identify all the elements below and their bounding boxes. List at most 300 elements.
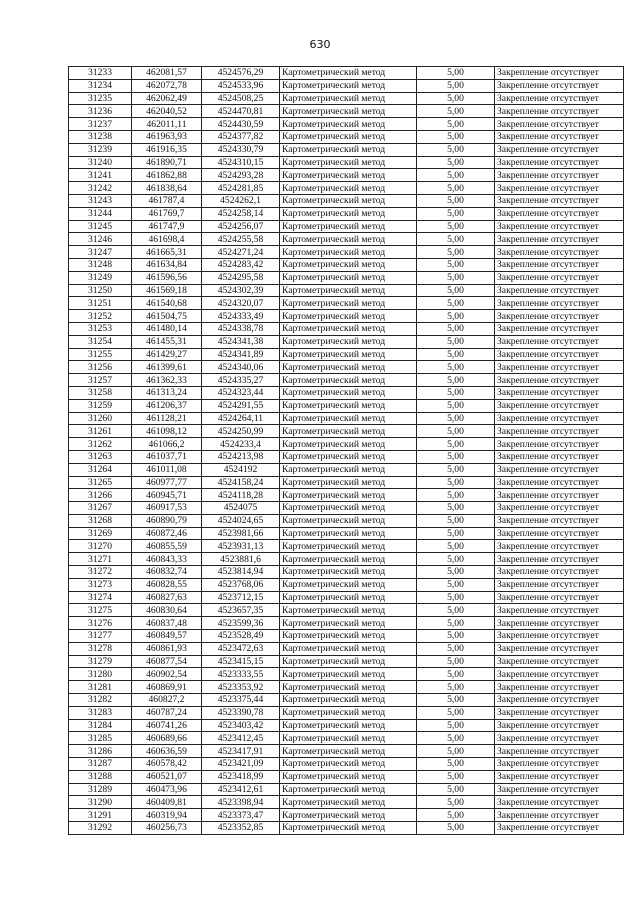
fixation-cell: Закрепление отсутствует [495, 809, 624, 822]
x-coordinate-cell: 460861,93 [132, 642, 202, 655]
x-coordinate-cell: 460869,91 [132, 681, 202, 694]
x-coordinate-cell: 460977,77 [132, 476, 202, 489]
y-coordinate-cell: 4524256,07 [202, 220, 280, 233]
y-coordinate-cell: 4524291,55 [202, 399, 280, 412]
fixation-cell: Закрепление отсутствует [495, 233, 624, 246]
table-row [69, 348, 624, 361]
table-row [69, 668, 624, 681]
error-cell: 5,00 [417, 156, 495, 169]
fixation-cell: Закрепление отсутствует [495, 694, 624, 707]
table-row [69, 655, 624, 668]
method-cell: Картометрический метод [280, 758, 417, 771]
table-row [69, 732, 624, 745]
fixation-cell: Закрепление отсутствует [495, 719, 624, 732]
point-number-cell: 31235 [69, 92, 132, 105]
method-cell: Картометрический метод [280, 310, 417, 323]
fixation-cell: Закрепление отсутствует [495, 284, 624, 297]
y-coordinate-cell: 4524293,28 [202, 169, 280, 182]
table-row [69, 67, 624, 80]
fixation-cell: Закрепление отсутствует [495, 92, 624, 105]
error-cell: 5,00 [417, 770, 495, 783]
x-coordinate-cell: 460843,33 [132, 553, 202, 566]
x-coordinate-cell: 460787,24 [132, 706, 202, 719]
method-cell: Картометрический метод [280, 67, 417, 80]
fixation-cell: Закрепление отсутствует [495, 399, 624, 412]
method-cell: Картометрический метод [280, 271, 417, 284]
point-number-cell: 31283 [69, 706, 132, 719]
error-cell: 5,00 [417, 566, 495, 579]
error-cell: 5,00 [417, 182, 495, 195]
y-coordinate-cell: 4524255,58 [202, 233, 280, 246]
table-row [69, 591, 624, 604]
y-coordinate-cell: 4524320,07 [202, 297, 280, 310]
x-coordinate-cell: 460877,54 [132, 655, 202, 668]
y-coordinate-cell: 4524333,49 [202, 310, 280, 323]
y-coordinate-cell: 4524213,98 [202, 450, 280, 463]
y-coordinate-cell: 4523712,15 [202, 591, 280, 604]
error-cell: 5,00 [417, 553, 495, 566]
fixation-cell: Закрепление отсутствует [495, 450, 624, 463]
point-number-cell: 31240 [69, 156, 132, 169]
method-cell: Картометрический метод [280, 130, 417, 143]
y-coordinate-cell: 4524250,99 [202, 425, 280, 438]
y-coordinate-cell: 4524283,42 [202, 258, 280, 271]
point-number-cell: 31238 [69, 130, 132, 143]
error-cell: 5,00 [417, 169, 495, 182]
point-number-cell: 31259 [69, 399, 132, 412]
fixation-cell: Закрепление отсутствует [495, 425, 624, 438]
x-coordinate-cell: 460473,96 [132, 783, 202, 796]
method-cell: Картометрический метод [280, 553, 417, 566]
point-number-cell: 31265 [69, 476, 132, 489]
y-coordinate-cell: 4523768,06 [202, 578, 280, 591]
x-coordinate-cell: 460741,26 [132, 719, 202, 732]
table-row [69, 783, 624, 796]
table-row [69, 182, 624, 195]
fixation-cell: Закрепление отсутствует [495, 502, 624, 515]
error-cell: 5,00 [417, 809, 495, 822]
fixation-cell: Закрепление отсутствует [495, 105, 624, 118]
error-cell: 5,00 [417, 348, 495, 361]
error-cell: 5,00 [417, 92, 495, 105]
error-cell: 5,00 [417, 591, 495, 604]
table-row [69, 642, 624, 655]
coordinates-table-body [69, 67, 624, 835]
point-number-cell: 31287 [69, 758, 132, 771]
y-coordinate-cell: 4523421,09 [202, 758, 280, 771]
fixation-cell: Закрепление отсутствует [495, 130, 624, 143]
error-cell: 5,00 [417, 476, 495, 489]
error-cell: 5,00 [417, 67, 495, 80]
y-coordinate-cell: 4523528,49 [202, 630, 280, 643]
method-cell: Картометрический метод [280, 706, 417, 719]
fixation-cell: Закрепление отсутствует [495, 578, 624, 591]
error-cell: 5,00 [417, 732, 495, 745]
error-cell: 5,00 [417, 233, 495, 246]
error-cell: 5,00 [417, 822, 495, 835]
y-coordinate-cell: 4523403,42 [202, 719, 280, 732]
method-cell: Картометрический метод [280, 770, 417, 783]
y-coordinate-cell: 4524118,28 [202, 489, 280, 502]
y-coordinate-cell: 4523412,45 [202, 732, 280, 745]
method-cell: Картометрический метод [280, 527, 417, 540]
point-number-cell: 31268 [69, 514, 132, 527]
error-cell: 5,00 [417, 450, 495, 463]
point-number-cell: 31273 [69, 578, 132, 591]
y-coordinate-cell: 4523412,61 [202, 783, 280, 796]
x-coordinate-cell: 460855,59 [132, 540, 202, 553]
method-cell: Картометрический метод [280, 617, 417, 630]
x-coordinate-cell: 461665,31 [132, 246, 202, 259]
point-number-cell: 31270 [69, 540, 132, 553]
method-cell: Картометрический метод [280, 156, 417, 169]
method-cell: Картометрический метод [280, 719, 417, 732]
x-coordinate-cell: 462011,11 [132, 118, 202, 131]
table-row [69, 527, 624, 540]
method-cell: Картометрический метод [280, 681, 417, 694]
fixation-cell: Закрепление отсутствует [495, 681, 624, 694]
x-coordinate-cell: 460945,71 [132, 489, 202, 502]
table-row [69, 463, 624, 476]
table-row [69, 207, 624, 220]
point-number-cell: 31247 [69, 246, 132, 259]
point-number-cell: 31254 [69, 335, 132, 348]
point-number-cell: 31290 [69, 796, 132, 809]
fixation-cell: Закрепление отсутствует [495, 617, 624, 630]
table-row [69, 450, 624, 463]
method-cell: Картометрический метод [280, 182, 417, 195]
y-coordinate-cell: 4524075 [202, 502, 280, 515]
x-coordinate-cell: 461890,71 [132, 156, 202, 169]
point-number-cell: 31237 [69, 118, 132, 131]
point-number-cell: 31241 [69, 169, 132, 182]
fixation-cell: Закрепление отсутствует [495, 246, 624, 259]
error-cell: 5,00 [417, 527, 495, 540]
error-cell: 5,00 [417, 630, 495, 643]
table-row [69, 770, 624, 783]
y-coordinate-cell: 4524533,96 [202, 79, 280, 92]
x-coordinate-cell: 461698,4 [132, 233, 202, 246]
method-cell: Картометрический метод [280, 335, 417, 348]
method-cell: Картометрический метод [280, 783, 417, 796]
table-row [69, 540, 624, 553]
error-cell: 5,00 [417, 463, 495, 476]
method-cell: Картометрический метод [280, 233, 417, 246]
y-coordinate-cell: 4524302,39 [202, 284, 280, 297]
table-row [69, 220, 624, 233]
table-row [69, 118, 624, 131]
method-cell: Картометрический метод [280, 450, 417, 463]
table-row [69, 79, 624, 92]
method-cell: Картометрический метод [280, 591, 417, 604]
error-cell: 5,00 [417, 105, 495, 118]
fixation-cell: Закрепление отсутствует [495, 79, 624, 92]
table-row [69, 489, 624, 502]
fixation-cell: Закрепление отсутствует [495, 630, 624, 643]
method-cell: Картометрический метод [280, 502, 417, 515]
x-coordinate-cell: 460828,55 [132, 578, 202, 591]
fixation-cell: Закрепление отсутствует [495, 591, 624, 604]
y-coordinate-cell: 4524258,14 [202, 207, 280, 220]
fixation-cell: Закрепление отсутствует [495, 566, 624, 579]
method-cell: Картометрический метод [280, 322, 417, 335]
y-coordinate-cell: 4523881,6 [202, 553, 280, 566]
method-cell: Картометрический метод [280, 105, 417, 118]
table-row [69, 258, 624, 271]
x-coordinate-cell: 461399,61 [132, 361, 202, 374]
x-coordinate-cell: 461569,18 [132, 284, 202, 297]
y-coordinate-cell: 4524310,15 [202, 156, 280, 169]
fixation-cell: Закрепление отсутствует [495, 783, 624, 796]
method-cell: Картометрический метод [280, 668, 417, 681]
method-cell: Картометрический метод [280, 169, 417, 182]
table-row [69, 310, 624, 323]
method-cell: Картометрический метод [280, 578, 417, 591]
method-cell: Картометрический метод [280, 361, 417, 374]
x-coordinate-cell: 461787,4 [132, 194, 202, 207]
y-coordinate-cell: 4524192 [202, 463, 280, 476]
x-coordinate-cell: 461747,9 [132, 220, 202, 233]
point-number-cell: 31277 [69, 630, 132, 643]
point-number-cell: 31266 [69, 489, 132, 502]
x-coordinate-cell: 461429,27 [132, 348, 202, 361]
y-coordinate-cell: 4524295,58 [202, 271, 280, 284]
x-coordinate-cell: 461634,84 [132, 258, 202, 271]
point-number-cell: 31281 [69, 681, 132, 694]
x-coordinate-cell: 462062,49 [132, 92, 202, 105]
point-number-cell: 31263 [69, 450, 132, 463]
error-cell: 5,00 [417, 655, 495, 668]
table-row [69, 156, 624, 169]
table-row [69, 630, 624, 643]
point-number-cell: 31285 [69, 732, 132, 745]
x-coordinate-cell: 461011,08 [132, 463, 202, 476]
y-coordinate-cell: 4524158,24 [202, 476, 280, 489]
y-coordinate-cell: 4524377,82 [202, 130, 280, 143]
y-coordinate-cell: 4523657,35 [202, 604, 280, 617]
fixation-cell: Закрепление отсутствует [495, 67, 624, 80]
fixation-cell: Закрепление отсутствует [495, 143, 624, 156]
table-row [69, 514, 624, 527]
table-row [69, 719, 624, 732]
y-coordinate-cell: 4523352,85 [202, 822, 280, 835]
point-number-cell: 31272 [69, 566, 132, 579]
y-coordinate-cell: 4523398,94 [202, 796, 280, 809]
point-number-cell: 31275 [69, 604, 132, 617]
error-cell: 5,00 [417, 489, 495, 502]
error-cell: 5,00 [417, 118, 495, 131]
y-coordinate-cell: 4524508,25 [202, 92, 280, 105]
error-cell: 5,00 [417, 758, 495, 771]
error-cell: 5,00 [417, 399, 495, 412]
method-cell: Картометрический метод [280, 118, 417, 131]
point-number-cell: 31251 [69, 297, 132, 310]
method-cell: Картометрический метод [280, 489, 417, 502]
x-coordinate-cell: 461540,68 [132, 297, 202, 310]
error-cell: 5,00 [417, 681, 495, 694]
table-row [69, 297, 624, 310]
y-coordinate-cell: 4524262,1 [202, 194, 280, 207]
fixation-cell: Закрепление отсутствует [495, 540, 624, 553]
fixation-cell: Закрепление отсутствует [495, 271, 624, 284]
fixation-cell: Закрепление отсутствует [495, 258, 624, 271]
table-row [69, 322, 624, 335]
table-row [69, 604, 624, 617]
y-coordinate-cell: 4523373,47 [202, 809, 280, 822]
point-number-cell: 31260 [69, 412, 132, 425]
error-cell: 5,00 [417, 374, 495, 387]
y-coordinate-cell: 4523375,44 [202, 694, 280, 707]
point-number-cell: 31256 [69, 361, 132, 374]
error-cell: 5,00 [417, 194, 495, 207]
error-cell: 5,00 [417, 578, 495, 591]
fixation-cell: Закрепление отсутствует [495, 297, 624, 310]
x-coordinate-cell: 461504,75 [132, 310, 202, 323]
x-coordinate-cell: 460902,54 [132, 668, 202, 681]
table-row [69, 553, 624, 566]
fixation-cell: Закрепление отсутствует [495, 348, 624, 361]
point-number-cell: 31271 [69, 553, 132, 566]
error-cell: 5,00 [417, 425, 495, 438]
x-coordinate-cell: 460827,63 [132, 591, 202, 604]
error-cell: 5,00 [417, 502, 495, 515]
method-cell: Картометрический метод [280, 694, 417, 707]
method-cell: Картометрический метод [280, 642, 417, 655]
x-coordinate-cell: 460319,94 [132, 809, 202, 822]
coordinates-table [68, 66, 624, 835]
point-number-cell: 31243 [69, 194, 132, 207]
table-row [69, 694, 624, 707]
y-coordinate-cell: 4524323,44 [202, 386, 280, 399]
x-coordinate-cell: 461037,71 [132, 450, 202, 463]
fixation-cell: Закрепление отсутствует [495, 412, 624, 425]
error-cell: 5,00 [417, 130, 495, 143]
table-row [69, 681, 624, 694]
method-cell: Картометрический метод [280, 438, 417, 451]
table-row [69, 617, 624, 630]
point-number-cell: 31248 [69, 258, 132, 271]
x-coordinate-cell: 461769,7 [132, 207, 202, 220]
fixation-cell: Закрепление отсутствует [495, 182, 624, 195]
method-cell: Картометрический метод [280, 604, 417, 617]
point-number-cell: 31284 [69, 719, 132, 732]
table-row [69, 143, 624, 156]
fixation-cell: Закрепление отсутствует [495, 822, 624, 835]
error-cell: 5,00 [417, 143, 495, 156]
point-number-cell: 31286 [69, 745, 132, 758]
table-row [69, 476, 624, 489]
table-row [69, 502, 624, 515]
table-row [69, 438, 624, 451]
point-number-cell: 31282 [69, 694, 132, 707]
table-row [69, 361, 624, 374]
x-coordinate-cell: 460636,59 [132, 745, 202, 758]
error-cell: 5,00 [417, 310, 495, 323]
method-cell: Картометрический метод [280, 732, 417, 745]
table-row [69, 130, 624, 143]
fixation-cell: Закрепление отсутствует [495, 796, 624, 809]
page-number: 630 [309, 38, 331, 51]
y-coordinate-cell: 4524233,4 [202, 438, 280, 451]
method-cell: Картометрический метод [280, 220, 417, 233]
point-number-cell: 31279 [69, 655, 132, 668]
x-coordinate-cell: 461128,21 [132, 412, 202, 425]
point-number-cell: 31255 [69, 348, 132, 361]
method-cell: Картометрический метод [280, 79, 417, 92]
y-coordinate-cell: 4524330,79 [202, 143, 280, 156]
table-row [69, 758, 624, 771]
fixation-cell: Закрепление отсутствует [495, 438, 624, 451]
x-coordinate-cell: 462072,78 [132, 79, 202, 92]
fixation-cell: Закрепление отсутствует [495, 476, 624, 489]
point-number-cell: 31258 [69, 386, 132, 399]
x-coordinate-cell: 461455,31 [132, 335, 202, 348]
point-number-cell: 31292 [69, 822, 132, 835]
table-row [69, 706, 624, 719]
error-cell: 5,00 [417, 335, 495, 348]
x-coordinate-cell: 460409,81 [132, 796, 202, 809]
table-row [69, 822, 624, 835]
fixation-cell: Закрепление отсутствует [495, 604, 624, 617]
fixation-cell: Закрепление отсутствует [495, 361, 624, 374]
fixation-cell: Закрепление отсутствует [495, 118, 624, 131]
fixation-cell: Закрепление отсутствует [495, 374, 624, 387]
x-coordinate-cell: 460689,66 [132, 732, 202, 745]
x-coordinate-cell: 461480,14 [132, 322, 202, 335]
error-cell: 5,00 [417, 297, 495, 310]
x-coordinate-cell: 460837,48 [132, 617, 202, 630]
y-coordinate-cell: 4524264,11 [202, 412, 280, 425]
x-coordinate-cell: 460521,07 [132, 770, 202, 783]
fixation-cell: Закрепление отсутствует [495, 527, 624, 540]
y-coordinate-cell: 4523417,91 [202, 745, 280, 758]
error-cell: 5,00 [417, 220, 495, 233]
method-cell: Картометрический метод [280, 476, 417, 489]
method-cell: Картометрический метод [280, 425, 417, 438]
point-number-cell: 31257 [69, 374, 132, 387]
method-cell: Картометрический метод [280, 809, 417, 822]
error-cell: 5,00 [417, 745, 495, 758]
table-row [69, 399, 624, 412]
fixation-cell: Закрепление отсутствует [495, 207, 624, 220]
x-coordinate-cell: 460256,73 [132, 822, 202, 835]
method-cell: Картометрический метод [280, 412, 417, 425]
method-cell: Картометрический метод [280, 348, 417, 361]
point-number-cell: 31233 [69, 67, 132, 80]
x-coordinate-cell: 460890,79 [132, 514, 202, 527]
x-coordinate-cell: 462040,52 [132, 105, 202, 118]
y-coordinate-cell: 4523333,55 [202, 668, 280, 681]
table-row [69, 745, 624, 758]
method-cell: Картометрический метод [280, 297, 417, 310]
fixation-cell: Закрепление отсутствует [495, 335, 624, 348]
x-coordinate-cell: 460849,57 [132, 630, 202, 643]
table-row [69, 246, 624, 259]
fixation-cell: Закрепление отсутствует [495, 745, 624, 758]
error-cell: 5,00 [417, 246, 495, 259]
point-number-cell: 31291 [69, 809, 132, 822]
x-coordinate-cell: 462081,57 [132, 67, 202, 80]
fixation-cell: Закрепление отсутствует [495, 758, 624, 771]
error-cell: 5,00 [417, 694, 495, 707]
method-cell: Картометрический метод [280, 258, 417, 271]
fixation-cell: Закрепление отсутствует [495, 655, 624, 668]
x-coordinate-cell: 460830,64 [132, 604, 202, 617]
table-row [69, 105, 624, 118]
y-coordinate-cell: 4523599,36 [202, 617, 280, 630]
y-coordinate-cell: 4524338,78 [202, 322, 280, 335]
table-row [69, 271, 624, 284]
